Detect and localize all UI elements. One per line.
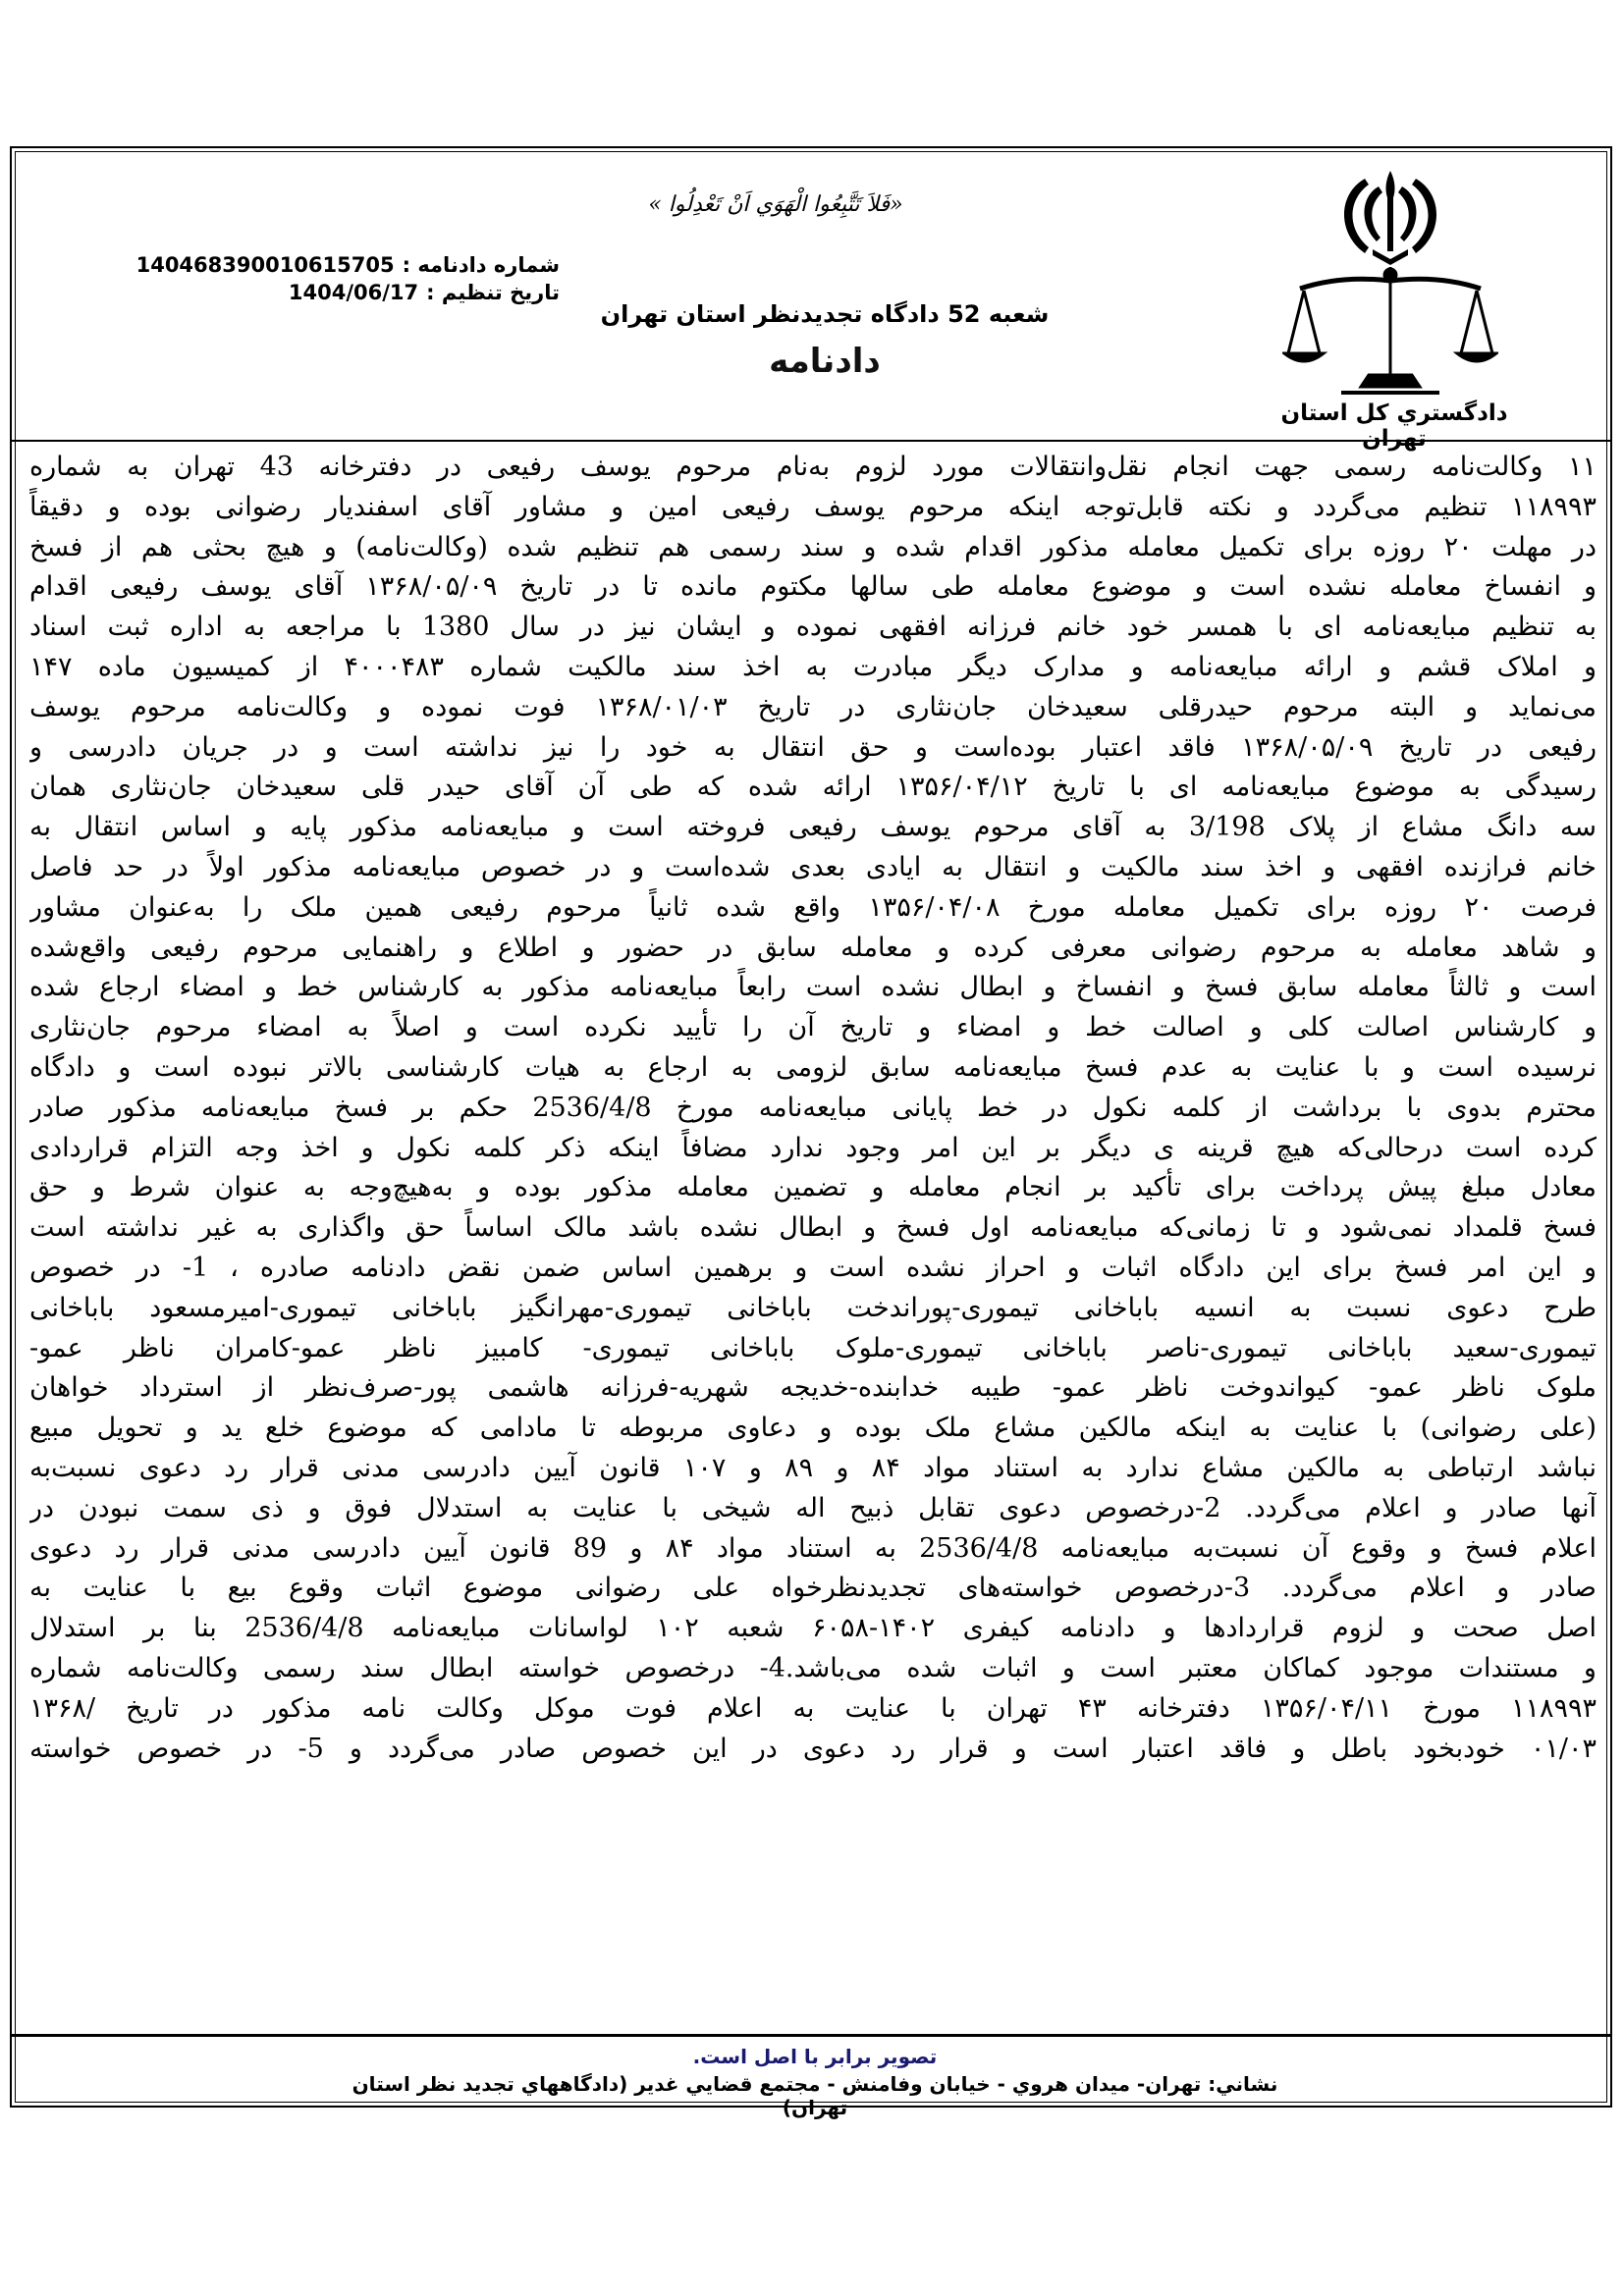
body-line: اعلام فسخ و وقوع آن نسبت‌به مبایعه‌نامه 2536/4/8 به استناد مواد ۸۴ و 89 قانون آیین دادرسی مدنی قرار رد دعوی	[29, 1532, 1597, 1564]
body-line: و مستندات موجود کماکان معتبر است و اثبات شده می‌باشد.4- درخصوص خواسته ابطال سند رسمی وکالت‌نامه شماره	[29, 1652, 1597, 1683]
body-line: اصل صحت و لزوم قراردادها و دادنامه کیفری ۱۴۰۲-۶۰۵۸ شعبه ۱۰۲ لواسانات مبایعه‌نامه 2536/4/8 بنا بر استدلال	[29, 1613, 1597, 1644]
verdict-number-row	[128, 251, 560, 279]
body-line: ۱۱۸۹۹۳ مورخ ۱۳۵۶/۰۴/۱۱ دفترخانه ۴۳ تهران با عنایت به اعلام فوت موکل وکالت نامه مذکور در تاریخ /۱۳۶۸	[29, 1692, 1597, 1724]
verdict-body	[29, 448, 1597, 1769]
certified-copy-note: تصوير برابر با اصل است.	[692, 2045, 938, 2068]
body-line: است و ثالثاً معامله سابق فسخ و انفساخ و ابطال نشده است رابعاً مبایعه‌نامه مذکور به کارشناس خط و امضاء ارجاع شده	[29, 972, 1597, 1003]
court-address: نشاني: تهران- ميدان هروي - خيابان وفامنش - مجتمع قضايي غدير (دادگاههاي تجديد نظر استان تهران)	[352, 2072, 1278, 2119]
body-line: (علی رضوانی) با عنایت به اینکه مالکین مشاع ملک بوده و دعاوی مربوطه تا مادامی که موضوع خلع ید و تحویل مبیع	[29, 1413, 1597, 1444]
body-line: محترم بدوی با برداشت از کلمه نکول در خط پایانی مبایعه‌نامه مورخ 2536/4/8 حکم بر فسخ مبایعه‌نامه مذکور صادر	[29, 1092, 1597, 1123]
body-line: کرده است درحالی‌که هیچ قرینه ی دیگر بر این امر وجود ندارد مضافاً اینکه ذکر کلمه نکول و اخذ وجه التزام قراردادی	[29, 1132, 1597, 1163]
body-line: ۱۱۸۹۹۳ تنظیم می‌گردد و نکته قابل‌توجه اینکه مرحوم یوسف رفیعی امین و مشاور آقای اسفندیار رضوانی بوده و دقیقاً	[29, 491, 1597, 522]
body-line: و کارشناس اصالت کلی و اصالت خط و امضاء و تاریخ آن را تأیید نکرده است و اصلاً به امضاء مرحوم جان‌نثاری	[29, 1012, 1597, 1043]
body-line: و شاهد معامله به مرحوم رضوانی معرفی کرده و معامله سابق در حضور و اطلاع و راهنمایی مرحوم رفیعی واقع‌شده	[29, 932, 1597, 963]
verdict-metadata	[128, 251, 560, 306]
body-line: به تنظیم مبایعه‌نامه ای با همسر خود خانم فرزانه افقهی نموده و ایشان نیز در سال 1380 با مراجعه به اداره ثبت اسناد	[29, 612, 1597, 643]
verdict-number-label: شماره دادنامه :	[402, 253, 560, 277]
body-line: و این امر فسخ برای این دادگاه اثبات و احراز نشده است و برهمین اساس ضمن نقض دادنامه صادره ، 1- در خصوص	[29, 1252, 1597, 1283]
body-line: ۱۱ وکالت‌نامه رسمی جهت انجام نقل‌وانتقالات مورد لزوم به‌نام مرحوم یوسف رفیعی در دفترخانه 43 تهران به شماره	[29, 452, 1597, 482]
body-line: ملوک ناظر عمو- کیواندوخت ناظر عمو- طیبه خدابنده-خدیجه شهریه-فرزانه هاشمی پور-صرف‌نظر از استرداد خواهان	[29, 1372, 1597, 1404]
body-line: صادر و اعلام می‌گردد. 3-درخصوص خواسته‌های تجدیدنظرخواه علی رضوانی موضوع اثبات وقوع بیع با عنایت به	[29, 1573, 1597, 1604]
body-line: نرسیده است و با عنایت به عدم فسخ مبایعه‌نامه سابق لزومی به ارجاع به هیات کارشناسی بالاتر نبوده است و دادگاه	[29, 1051, 1597, 1083]
body-line: نباشد ارتباطی به مالکین مشاع ندارد به استناد مواد ۸۴ و ۸۹ و ۱۰۷ قانون آیین دادرسی مدنی قرار رد دعوی نسبت‌به	[29, 1452, 1597, 1483]
court-branch-title: شعبه 52 دادگاه تجديدنظر استان تهران	[600, 300, 1050, 328]
body-line: تیموری-سعید باباخانی تیموری-ناصر باباخانی تیموری-ملوک باباخانی تیموری- کامبیز ناظر عمو-کامران ناظر عمو-	[29, 1332, 1597, 1363]
footer-divider	[10, 2034, 1612, 2037]
body-line: فرصت ۲۰ روزه برای تکمیل معامله مورخ ۱۳۵۶/۰۴/۰۸ واقع شده ثانیاً مرحوم رفیعی همین ملک را به‌عنوان مشاور	[29, 891, 1597, 923]
body-line: سه دانگ مشاع از پلاک 3/198 به آقای مرحوم یوسف رفیعی فروخته است و مبایعه‌نامه مذکور پایه و اساس انتقال به	[29, 812, 1597, 843]
verdict-number: 140468390010615705	[135, 253, 395, 277]
body-line: آنها صادر و اعلام می‌گردد. 2-درخصوص دعوی تقابل ذبیح اله شیخی با عنایت به استدلال فوق و ذی سمت نبودن در	[29, 1492, 1597, 1523]
body-line: فسخ قلمداد نمی‌شود و تا زمانی‌که مبایعه‌نامه اول فسخ و ابطال نشده باشد مالک اساساً حق واگذاری به غیر نداشته است	[29, 1212, 1597, 1244]
body-line: و املاک قشم و ارائه مبایعه‌نامه و مدارک دیگر مبادرت به اخذ سند مالکیت شماره ۴۰۰۰۴۸۳ از کمیسیون ماده ۱۴۷	[29, 651, 1597, 682]
iran-emblem-icon	[1344, 171, 1436, 265]
quran-motto: «فَلاَ تَتَّبِعُوا الْهَوَي اَنْ تَعْدِلُوا »	[648, 192, 903, 217]
body-line: رسیدگی به موضوع مبایعه‌نامه ای با تاریخ ۱۳۵۶/۰۴/۱۲ ارائه شده که طی آن آقای حیدر قلی سعیدخان جان‌نثاری همان	[29, 772, 1597, 803]
body-line: طرح دعوی نسبت به انسیه باباخانی تیموری-پوراندخت باباخانی تیموری-مهرانگیز باباخانی تیموری-امیرمسعود باباخانی	[29, 1292, 1597, 1323]
body-line: خانم فرازنده افقهی و اخذ سند مالکیت و انتقال به ایادی بعدی شده‌است و در خصوص مبایعه‌نامه مذکور اولاً در حد فاصل	[29, 851, 1597, 882]
issue-date-row	[128, 279, 560, 306]
issue-date-label: تاریخ تنظیم :	[426, 281, 560, 304]
body-line: می‌نماید و البته مرحوم حیدرقلی سعیدخان جان‌نثاری در تاریخ ۱۳۶۸/۰۱/۰۳ فوت نموده و وکالت‌نامه مرحوم یوسف	[29, 691, 1597, 722]
body-line: ۰۱/۰۳ خودبخود باطل و فاقد اعتبار است و قرار رد دعوی در این خصوص صادر می‌گردد و 5- در خصوص خواسته	[29, 1733, 1597, 1764]
body-line: معادل مبلغ پیش پرداخت برای تأکید بر انجام معامله و تضمین معامله مذکور بوده و به‌هیچ‌وجه به عنوان شرط و حق	[29, 1172, 1597, 1203]
scales-icon	[1284, 267, 1496, 393]
body-line: در مهلت ۲۰ روزه برای تکمیل معامله مذکور اقدام شده و سند رسمی هم تنظیم شده (وکالت‌نامه) و هیچ بحثی هم از فسخ	[29, 531, 1597, 562]
emblem-caption: دادگستري کل استان تهران	[1280, 400, 1508, 452]
issue-date: 1404/06/17	[288, 281, 419, 304]
document-title: دادنامه	[769, 342, 881, 381]
body-line: رفیعی در تاریخ ۱۳۶۸/۰۵/۰۹ فاقد اعتبار بوده‌است و حق انتقال به خود را نیز نداشته است و در جریان دادرسی و	[29, 731, 1597, 763]
judiciary-emblem-icon	[1282, 165, 1498, 400]
body-line: و انفساخ معامله نشده است و موضوع معامله طی سالها مکتوم مانده تا در تاریخ ۱۳۶۸/۰۵/۰۹ آقای یوسف رفیعی اقدام	[29, 571, 1597, 603]
